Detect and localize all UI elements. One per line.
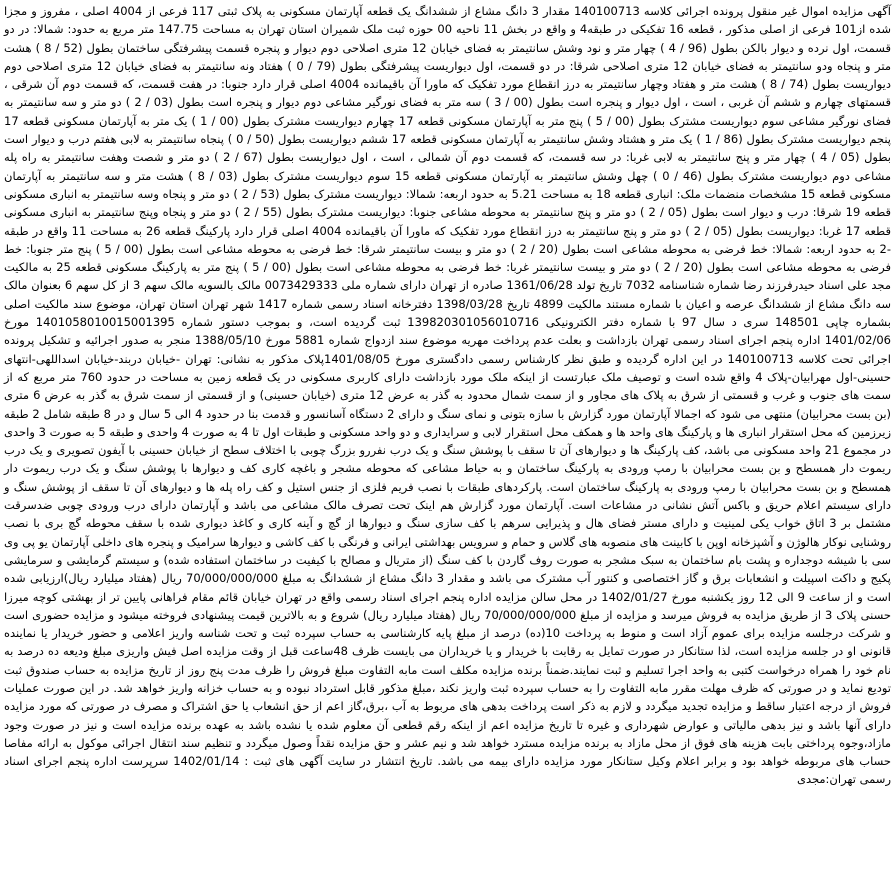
auction-notice-text: آگهی مزایده اموال غیر منقول پرونده اجرائی کلاسه 140100713 مقدار 3 دانگ مشاع از ششدانگ یک قطعه آپارتمان مسکونی به پلاک ثبتی 117 فرعی از 4004 اصلی ، مفروز و مجزا شده از101 فرعی از اصلی مذکور ، قطعه 16 تفکیکی در طبقه4 و واقع در بخش 11 ناحیه 00 حوزه ثبت ملک شمیران استان تهران به مساحت 147.75 متر مربع به حدود: شمالا: در دو قسمت، اول نرده و دیوار بالکن بطول (96 / 4 ) چهار متر و نود وشش سانتیمتر به فضای خیابان 12 متری اصلاحی دوم دیوار و پنجره قسمت پیشرفتگی ساختمان بطول (52 / 8 ) هشت متر و پنجاه ودو سانتیمتر به فضای خیابان 12 متری اصلاحی شرقا: در دو قسمت، اول دیواریست پیشرفتگی بطول (79 / 0 ) هفتاد ونه سانتیمتر به فضای خیابان 12 متری اصلاحی دوم دیواریست بطول (74 / 8 ) هشت متر و هفتاد وچهار سانتیمتر به درز انقطاع مورد تفکیک که ماورا آن باقیمانده 4004 اصلی قرار دارد جنوبا: در هفت قسمت، که قسمت دوم آن شرقی ، قسمتهای چهارم و ششم آن غربی ، است ، اول دیوار و پنجره است بطول (00 / 3 ) سه متر به فضای نورگیر مشاعی دوم دیوار و پنجره است بطول (03 / 2 ) دو متر و سه سانتیمتر به فضای نورگیر مشاعی سوم دیواریست مشترک بطول (00 / 5 ) پنج متر به آپارتمان مسکونی قطعه 17 چهارم دیواریست مشترک بطول (00 / 1 ) یک متر به آپارتمان مسکونی قطعه 17 پنجم دیواریست مشترک بطول (86 / 1 ) یک متر و هشتاد وشش سانتیمتر به آپارتمان مسکونی قطعه 17 ششم دیواریست بطول (50 / 0 ) پنجاه سانتیمتر به لابی هفتم درب و دیوار است بطول (05 / 4 ) چهار متر و پنج سانتیمتر به لابی غربا: در سه قسمت، که قسمت دوم آن شمالی ، است ، اول دیواریست بطول (67 / 2 ) دو متر و شصت وهفت سانتیمتر به راه پله مشاعی دوم دیواریست مشترک بطول (46 / 0 ) چهل وشش سانتیمتر به آپارتمان مسکونی قطعه 15 سوم دیواریست مشترک بطول (03 / 8 ) هشت متر و سه سانتیمتر به آپارتمان مسکونی قطعه 15 مشخصات منضمات ملک: انباری قطعه 18 به مساحت 5.21 به حدود اربعه: شمالا: دیواریست مشترک بطول (53 / 2 ) دو متر و پنجاه وسه سانتیمتر به انباری مسکونی قطعه 19 شرقا: درب و دیوار است بطول (05 / 2 ) دو متر و پنج سانتیمتر به محوطه مشاعی جنوبا: دیواریست مشترک بطول (55 / 2 ) دو متر و پنجاه وپنج سانتیمتر به انباری مسکونی قطعه 17 غربا: دیواریست بطول (05 / 2 ) دو متر و پنج سانتیمتر به درز انقطاع مورد تفکیک که ماورا آن باقیمانده 4004 اصلی قرار دارد پارکینگ قطعه 26 به مساحت 11 واقع در طبقه -2 به حدود اربعه: شمالا: خط فرضی به محوطه مشاعی است بطول (20 / 2 ) دو متر و بیست سانتیمتر شرقا: خط فرضی به محوطه مشاعی است بطول (00 / 5 ) پنج متر جنوبا: خط فرضی به محوطه مشاعی است بطول (20 / 2 ) دو متر و بیست سانتیمتر غربا: خط فرضی به محوطه مشاعی است بطول (00 / 5 ) پنج متر به پارکینگ مسکونی قطعه 25 به مالکیت مجد علی اسناد حیدرفرزند رضا شماره شناسنامه 7032 تاریخ تولد 1361/06/28 صادره از تهران دارای شماره ملی 0073429333 مالک بالسویه مالک سهم 3 از کل سهم 6 بعنوان مالک سه دانگ مشاع از ششدانگ عرصه و اعیان با شماره مستند مالکیت 4899 تاریخ 1398/03/28 دفترخانه اسناد رسمی شماره 1417 شهر تهران استان تهران، موضوع سند مالکیت اصلی بشماره چاپی 148501 سری د سال 97 با شماره دفتر الکترونیکی 139820301056010716 ثبت گردیده است، و بموجب دستور شماره 1401058010015001395 مورخ 1401/02/06 اداره پنجم اجرای اسناد رسمی تهران بازداشت و بعلت عدم پرداخت مهریه موضوع سند ازدواج شماره 5881 مورخ 1388/05/10 منجر به صدور اجرائیه و تشکیل پرونده اجرائی تحت کلاسه 140100713 در این اداره گردیده و طبق نظر کارشناس رسمی دادگستری مورخ 1401/08/05پلاک مذکور به نشانی: تهران -خیابان دربند-خیابان اسداللهی-انتهای حسینی-اول مهرابیان-پلاک 4 واقع شده است و توصیف ملک عبارتست از اینکه ملک مورد بازداشت دارای کاربری مسکونی در یک قطعه زمین به مساحت در حدود 760 متر مربع که از سمت های جنوب و غرب و قسمتی از شرق به پلاک های مجاور و از سمت شمال محدود به گذر به عرض 12 متری (خیابان حسینی) و از قسمتی از سمت شرق به گذر به عرض 6 متری (بن بست محرابیان) منتهی می شود که اجمالا آپارتمان مورد گزارش با سازه بتونی و نمای سنگ و دارای 2 دستگاه آسانسور و قدمت بنا در حدود 4 الی 5 سال و در 8 طبقه شامل 2 طبقه زیرزمین که محل استقرار انباری ها و پارکینگ های واحد ها و همکف محل استقرار لابی و سرایداری و دو واحد مسکونی و طبقات اول تا 4 به صورت 4 واحدی و طبقه 5 به صورت 3 واحدی در مجموع 21 واحد مسکونی می باشد، کف پارکینگ ها و دیوارهای آن تا سقف با پوشش سنگ و یک درب نفررو بزرگ چوبی با اختلاف سطح از خیابان حسینی با آیفون تصویری و یک درب ریموت دار همسطح و بن بست محرابیان با رمپ ورودی به پارکینگ ساختمان و به حیاط مشاعی که محوطه مشجر و باغچه کاری کف و دیوارها با پوشش سنگ و یک درب ریموت دار همسطح و بن بست محرابیان با رمپ ورودی به پارکینگ ساختمان است. پارکردهای طبقات با نصب فریم فلزی از جنس استیل و کف راه پله ها و دیوارهای آن تا سقف از پوشش سنگ و دارای سیستم اعلام حریق و باکس آتش نشانی در مشاعات است. آپارتمان مورد گزارش هم اینک تحت تصرف مالک مشاعی می باشد و آپارتمان دارای درب ورودی چوبی ضدسرقت مشتمل بر 3 اتاق خواب یکی لمینیت و دارای مستر فضای هال و پذیرایی سرهم با کف سازی سنگ و دیوارها از گچ و آینه کاری و کاغذ دیواری شده با سقف محوطه گچ بری با نصب روشنایی نوکار هالوژن و آشپزخانه اوپن با کابینت های منصوبه های گلاس و حمام و سرویس بهداشتی ایرانی و فرنگی با کف کاشی و دیوارها سرامیک و پنجره های داخلی آپارتمان یو پی وی سی با شیشه دوجداره و پشت بام ساختمان به سبک مشجر به صورت روف گاردن با کف سنگ (از متریال و مصالح با کیفیت در ساختمان استفاده شده) و سیستم گرمایشی و سرمایشی پکیج و داکت اسپیلت و انشعابات برق و گاز اختصاصی و کنتور آب مشترک می باشد و مقدار 3 دانگ مشاع از ششدانگ به مبلغ 70/000/000/000 ریال (هفتاد میلیارد ریال)ارزیابی شده است و از ساعت 9 الی 12 روز یکشنبه مورخ 1402/01/27 در محل سالن مزایده اداره پنجم اجرای اسناد رسمی واقع در تهران خیابان قائم مقام فراهانی پایین تر از بهشتی کوچه میرزا حسنی پلاک 3 از طریق مزایده به فروش میرسد و مزایده از مبلغ 70/000/000/000 ریال (هفتاد میلیارد ریال) شروع و به بالاترین قیمت پیشنهادی فروخته میشود و مزایده حضوری است و شرکت درجلسه مزایده برای عموم آزاد است و منوط به پرداخت 10(ده) درصد از مبلغ پایه کارشناسی به حساب سپرده ثبت و تحت شناسه واریز اعلامی و حضور خریدار یا نماینده قانونی او در جلسه مزایده است، لذا ستانکار در صورت تمایل به رقابت با خریدار و یا خریداران می بایست ظرف 48ساعت قبل از وقت مزایده اصل فیش واریزی مبلغ ودیعه ده درصد به نام خود را همراه درخواست کتبی به واحد اجرا تسلیم و ثبت نمایند.ضمناً برنده مزایده مکلف است مابه التفاوت مبلغ فروش را ظرف مدت پنج روز از تاریخ مزایده به حساب صندوق ثبت تودیع نماید و در صورتی که ظرف مهلت مقرر مابه التفاوت را به حساب سپرده ثبت واریز نکند ،مبلغ مذکور قابل استرداد نبوده و به حساب خزانه واریز خواهد شد. در این صورت عملیات فروش از درجه اعتبار ساقط و مزایده تجدید میگردد و لازم به ذکر است پرداخت بدهی های مربوط به آب ،برق،گاز اعم از حق انشعاب یا حق اشتراک و مصرف در صورتی که مورد مزایده دارای آنها باشد و نیز بدهی مالیاتی و عوارض شهرداری و غیره تا تاریخ مزایده اعم از اینکه رقم قطعی آن معلوم شده یا نشده باشد به عهده برنده مزایده است و نیز در صورت وجود مازاد،وجوه پرداختی بابت هزینه های فوق از محل مازاد به برنده مزایده مسترد خواهد شد و نیم عشر و حق مزایده نقداً وصول میگردد و تنظیم سند انتقال اجرائی موکول به ارائه مفاصا حساب های مربوطه خواهد بود و برابر اعلام وکیل ستانکار مورد مزایده دارای بیمه می باشد. تاریخ انتشار در سایت آگهی های ثبت : 1402/01/14 سرپرست اداره پنجم اجرای اسناد رسمی تهران:مجدی: [4, 4, 892, 787]
